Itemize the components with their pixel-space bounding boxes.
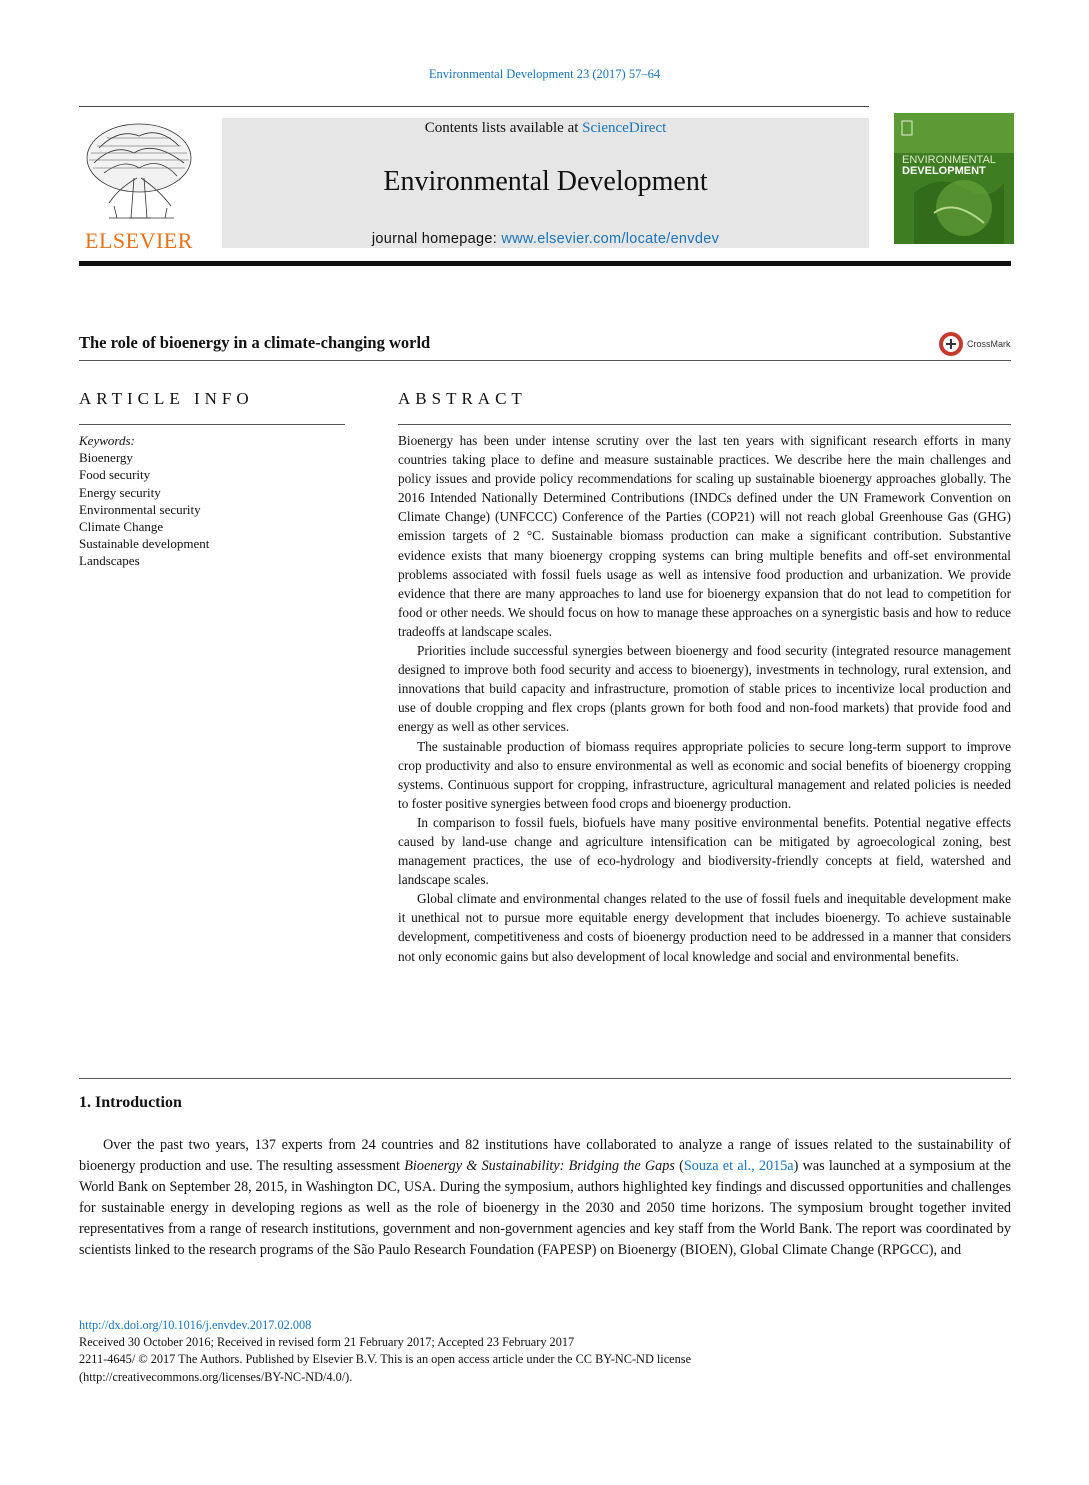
keyword-item: Bioenergy — [79, 450, 133, 466]
crossmark-label: CrossMark — [967, 339, 1011, 349]
report-title: Bioenergy & Sustainability: Bridging the Gaps — [404, 1158, 675, 1174]
header-top-rule — [79, 106, 869, 107]
abstract-paragraph: The sustainable production of biomass requires appropriate policies to secure long-term support to improve crop productivity and also to ensure environmental as well as economic and social benefits of bioenergy cropping systems. Continuous support for cropping, infrastructure, agricultural management and related policies is needed to foster positive synergies between food crops and bioenergy production. — [398, 738, 1011, 811]
keyword-item: Landscapes — [79, 553, 140, 569]
keyword-item: Food security — [79, 467, 151, 483]
journal-header-box — [222, 118, 869, 248]
article-dates: Received 30 October 2016; Received in revised form 21 February 2017; Accepted 23 February 2017 — [79, 1335, 575, 1350]
cover-title-line1: ENVIRONMENTAL — [902, 154, 996, 166]
article-title: The role of bioenergy in a climate-changing world — [79, 333, 431, 352]
introduction-heading: 1. Introduction — [79, 1094, 182, 1111]
header-thick-rule — [79, 261, 1011, 266]
abstract-paragraph: Bioenergy has been under intense scrutiny over the last ten years with significant research efforts in many countries taking place to define and measure sustainable practices. We describe here the main challenges and policy issues and provide policy recommendations for scaling up sustainable bioenergy approaches globally. The 2016 Intended Nationally Determined Contributions (INDCs defined under the UN Framework Convention on Climate Change) (UNFCCC) Conference of the Parties (COP21) will not reach global Greenhouse Gas (GHG) emission targets of 2 °C. Sustainable biomass production can make a significant contribution. Substantive evidence exists that many bioenergy cropping systems can bring multiple benefits and off-set environmental problems associated with fossil fuels usage as well as intensive food production and urbanization. We provide evidence that there are many approaches to land use for bioenergy expansion that do not lead to competition for food or other needs. We should focus on how to manage these approaches on a synergistic basis and how to reduce tradeoffs at landscape scales. — [398, 433, 1011, 639]
cover-title-line2: DEVELOPMENT — [902, 165, 986, 177]
contents-lists-line — [222, 120, 869, 137]
homepage-link[interactable]: www.elsevier.com/locate/envdev — [501, 231, 720, 247]
keywords-title: Keywords: — [79, 433, 135, 448]
abstract-body — [398, 431, 1011, 966]
keywords-list — [79, 432, 209, 570]
abstract-rule — [398, 424, 1011, 425]
journal-cover-image[interactable] — [894, 113, 1014, 244]
introduction-paragraph — [79, 1135, 1011, 1261]
crossmark-icon — [937, 330, 967, 358]
article-footer — [79, 1317, 691, 1386]
keyword-item: Environmental security — [79, 501, 201, 517]
journal-homepage-line — [222, 231, 869, 247]
article-info-rule — [79, 424, 345, 425]
abstract-paragraph: Global climate and environmental changes related to the use of fossil fuels and inequitable development make it unethical not to pursue more equitable energy development that includes bioenergy. To achieve sustainable development, competitiveness and costs of bioenergy production need to be addressed in a manner that considers not only economic gains but also development of local knowledge and social and environmental benefits. — [398, 891, 1011, 964]
license-url[interactable]: (http://creativecommons.org/licenses/BY-NC-ND/4.0/). — [79, 1369, 353, 1384]
introduction-body — [79, 1135, 1011, 1261]
elsevier-logo-text: ELSEVIER — [85, 228, 193, 253]
title-rule — [79, 360, 1011, 361]
keyword-item: Climate Change — [79, 519, 164, 535]
intro-text: ( — [674, 1158, 684, 1174]
keyword-item: Energy security — [79, 484, 161, 500]
abstract-heading: ABSTRACT — [398, 389, 527, 408]
journal-citation-link[interactable]: Environmental Development 23 (2017) 57–64 — [428, 67, 661, 81]
reference-link-souza[interactable]: Souza et al., 2015a — [683, 1158, 794, 1174]
intro-text: Over the past two years, 137 experts from 24 countries and 82 institutions have collaborated to analyze a range of issues related to the sustainability of bioenergy production and use. The resulting assessment — [79, 1137, 1011, 1174]
abstract-paragraph: In comparison to fossil fuels, biofuels have many positive environmental benefits. Potential negative effects caused by land-use change and agriculture intensification can be mitigated by agroecological zoning, best management practices, the use of eco-hydrology and biodiversity-friendly concepts at field, watershed and landscape scales. — [398, 814, 1011, 888]
introduction-rule — [79, 1078, 1011, 1079]
keyword-item: Sustainable development — [79, 536, 210, 552]
intro-text: ) was launched at a symposium at the World Bank on September 28, 2015, in Washington DC, USA. During the symposium, authors highlighted key findings and discussed opportunities and challenges for sustainable energy in developing regions as well as the role of bioenergy in the 2030 and 2050 time horizons. The symposium brought together invited representatives from a range of research institutions, government and non-government agencies and key staff from the World Bank. The report was coordinated by scientists linked to the research programs of the São Paulo Research Foundation (FAPESP) on Bioenergy (BIOEN), Global Climate Change (RPGCC), and — [79, 1158, 1011, 1258]
license-text: 2211-4645/ © 2017 The Authors. Published by Elsevier B.V. This is an open access article under the CC BY-NC-ND license — [79, 1352, 692, 1367]
article-info-heading: ARTICLE INFO — [79, 389, 254, 408]
abstract-paragraph: Priorities include successful synergies between bioenergy and food security (integrated resource management designed to improve both food security and access to bioenergy), investments in technology, rural extension, and innovations that build capacity and infrastructure, promotion of stable prices to incentivize local production and use of double cropping and flex crops (plants grown for both food and non-food markets) that provide food and energy as well as other services. — [398, 643, 1011, 735]
contents-prefix: Contents lists available at — [424, 120, 583, 136]
sciencedirect-link[interactable]: ScienceDirect — [582, 120, 667, 136]
doi-link[interactable]: http://dx.doi.org/10.1016/j.envdev.2017.02.008 — [79, 1318, 312, 1332]
homepage-prefix: journal homepage: — [371, 231, 502, 247]
journal-name: Environmental Development — [383, 166, 708, 197]
